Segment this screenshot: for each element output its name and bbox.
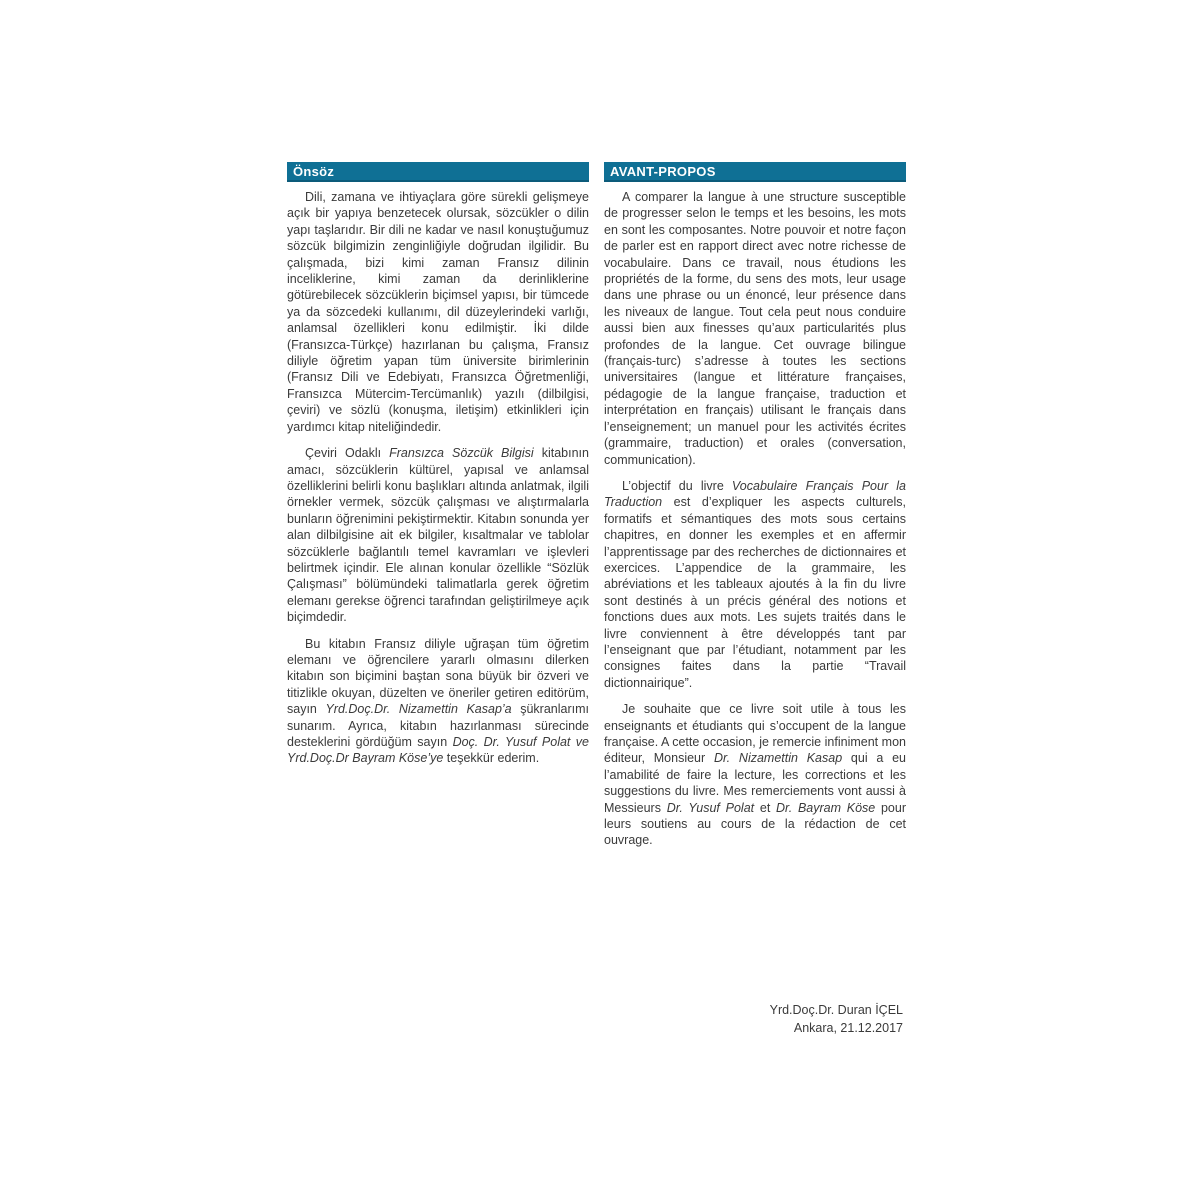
text-segment: Bu kitabın Fransız diliyle uğraşan tüm öğretim elemanı ve öğrencilere yararlı olmasını dilerken kitabın son biçimini baştan sona büyük bir özveri ve titizlikle okuyan, düzelten ve öneriler getiren editörüm, sayın: [287, 636, 589, 717]
italic-text-segment: Dr. Nizamettin Kasap: [713, 751, 843, 766]
column-body-onsoz: [287, 189, 589, 767]
text-segment: pour leurs soutiens au cours de la rédaction de cet ouvrage.: [604, 800, 906, 848]
italic-text-segment: Vocabulaire Français Pour la Traduction: [604, 478, 906, 510]
italic-text-segment: Doç. Dr. Yusuf Polat ve Yrd.Doç.Dr Bayram Köse’ye: [287, 735, 589, 766]
text-segment: L’objectif du livre: [622, 478, 732, 493]
italic-text-segment: Dr. Yusuf Polat: [666, 800, 755, 815]
two-column-layout: [287, 162, 906, 859]
column-avant-propos: [604, 162, 906, 859]
signature-block: [770, 1002, 903, 1037]
paragraph: [604, 189, 906, 468]
column-onsoz: [287, 162, 589, 859]
paragraph: [287, 189, 589, 435]
signature-author: Yrd.Doç.Dr. Duran İÇEL: [769, 1003, 903, 1017]
text-segment: Dili, zamana ve ihtiyaçlara göre sürekli gelişmeye açık bir yapıya benzetecek olursak, sözcükler o dilin yapı taşlarıdır. Bir dili ne kadar ve nasıl konuştuğumuz sözcük bilgimizin zenginliğiyle doğrudan ilgilidir. Bu çalışmada, bizi kimi zaman Fransız dilinin inceliklerine, kimi zaman da derinliklerine götürebilecek sözcüklerin biçimsel yapısı, bir tümcede ya da sözcedeki kullanımı, dil düzeylerindeki varlığı, anlamsal özellikleri konu edilmiştir. İki dilde (Fransızca-Türkçe) hazırlanan bu çalışma, Fransız diliyle öğretim yapan tüm üniversite birimlerinin (Fransız Dili ve Edebiyatı, Fransızca Öğretmenliği, Fransızca Mütercim-Tercümanlık) yazılı (dilbilgisi, çeviri) ve sözlü (konuşma, iletişim) etkinlikleri için yardımcı kitap niteliğindedir.: [287, 190, 589, 434]
paragraph: [604, 701, 906, 849]
italic-text-segment: Yrd.Doç.Dr. Nizamettin Kasap’a: [325, 702, 512, 717]
italic-text-segment: Fransızca Sözcük Bilgisi: [389, 446, 534, 461]
paragraph: [287, 636, 589, 767]
paragraph: [604, 478, 906, 691]
column-heading-onsoz: Önsöz: [287, 162, 589, 182]
column-body-avant-propos: [604, 189, 906, 849]
signature-place-date: Ankara, 21.12.2017: [793, 1020, 903, 1035]
text-segment: şükranlarımı sunarım. Ayrıca, kitabın hazırlanması sürecinde desteklerini gördüğüm sayın: [287, 702, 589, 749]
text-segment: teşekkür ederim.: [443, 751, 540, 766]
text-segment: kitabının amacı, sözcüklerin kültürel, yapısal ve anlamsal özelliklerini belirli konu başlıkları altında anlatmak, ilgili örnekler vermek, sözcük çalışması ve alıştırmalarla bunların öğrenimini pekiştirmektir. Kitabın sonunda yer alan dilbilgisine ait ek bilgiler, kısaltmalar ve tablolar sözcüklerle bağlantılı temel kavramları ve işlevleri belirtmek içindir. Ele alınan konular özellikle “Sözlük Çalışması” bölümündeki talimatlarla gerek öğretim elemanı gerekse öğrenci tarafından geliştirilmeye açık biçimdedir.: [287, 446, 589, 625]
italic-text-segment: Dr. Bayram Köse: [776, 800, 876, 815]
column-heading-avant-propos: AVANT-PROPOS: [604, 162, 906, 182]
text-segment: Je souhaite que ce livre soit utile à tous les enseignants et étudiants qui s’occupent de la langue française. A cette occasion, je remercie infiniment mon éditeur, Monsieur: [604, 702, 906, 766]
text-segment: et: [754, 800, 777, 815]
paragraph: [287, 445, 589, 625]
text-segment: A comparer la langue à une structure susceptible de progresser selon le temps et les besoins, les mots en sont les composantes. Notre pouvoir et notre façon de parler est en rapport direct avec notre richesse de vocabulaire. Dans ce travail, nous étudions les propriétés de la forme, du sens des mots, leur usage dans une phrase ou un énoncé, leur présence dans les niveaux de langue. Tout cela peut nous conduire aussi bien aux finesses qu’aux particularités plus profondes de la langue. Cet ouvrage bilingue (français-turc) s’adresse à toutes les sections universitaires (langue et littérature françaises, pédagogie de la langue française, traduction et interprétation en français) utilisant le français dans l’enseignement; un manuel pour les activités écrites (grammaire, traduction) et orales (conversation, communication).: [604, 190, 906, 467]
text-segment: Çeviri Odaklı: [305, 446, 390, 461]
text-segment: est d’expliquer les aspects culturels, formatifs et sémantiques des mots sous certains chapitres, en donner les exemples et en affermir l’apprentissage par des recherches de dictionnaires et exercices. L’appendice de la grammaire, les abréviations et les tableaux ajoutés à la fin du livre sont destinés à un précis général des notions et fonctions dues aux mots. Les sujets traités dans le livre conviennent à être développés tant par l’enseignant que par l’étudiant, notamment par les consignes faites dans la partie “Travail dictionnairique”.: [604, 495, 906, 690]
text-segment: qui a eu l’amabilité de faire la lecture, les corrections et les suggestions du livre. Mes remerciements vont aussi à Messieurs: [604, 751, 906, 815]
